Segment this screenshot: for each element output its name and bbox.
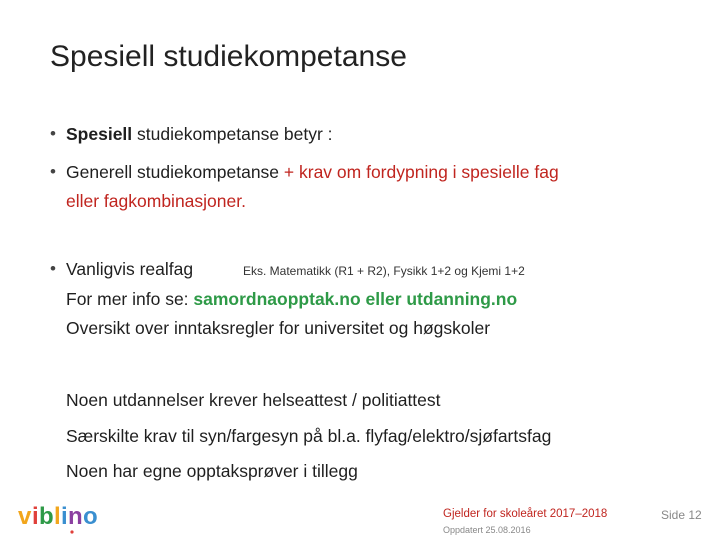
svg-text:l: l [54,503,61,530]
svg-text:b: b [39,503,54,530]
overview-line: Oversikt over inntaksregler for universitet og høgskoler [66,318,491,338]
svg-text:i: i [32,503,39,530]
special-line: Særskilte krav til syn/fargesyn på bl.a. flyfag/elektro/sjøfartsfag [66,426,552,446]
health-line: Noen utdannelser krever helseattest / politiattest [66,390,441,410]
svg-text:o: o [83,503,98,530]
more-info-line [66,289,517,310]
bullet-2-line-2: eller fagkombinasjoner. [66,191,246,211]
bullet-3-lead: Vanligvis realfag [66,259,194,279]
svg-text:i: i [61,503,68,530]
bullet-marker: • [50,259,56,278]
more-info-prefix: For mer info se: [66,289,194,309]
page-number: Side 12 [661,508,702,522]
bullet-1-rest: studiekompetanse betyr : [132,124,333,144]
footer-updated: Oppdatert 25.08.2016 [443,525,531,535]
bullet-2-line-1 [66,162,559,183]
vilbo-logo [18,496,104,536]
svg-text:n: n [68,503,83,530]
footer-school-year: Gjelder for skoleåret 2017–2018 [443,508,608,520]
tests-line: Noen har egne opptaksprøver i tillegg [66,461,358,481]
bullet-2-black: Generell studiekompetanse [66,162,284,182]
slide-title: Spesiell studiekompetanse [50,40,407,73]
bullet-marker: • [50,162,56,181]
bullet-1-text [66,124,333,145]
bullet-1-bold: Spesiell [66,124,133,144]
svg-text:v: v [18,503,32,530]
more-info-links[interactable]: samordnaopptak.no eller utdanning.no [193,289,518,309]
bullet-3-example: Eks. Matematikk (R1 + R2), Fysikk 1+2 og Kjemi 1+2 [243,264,525,278]
bullet-marker: • [50,124,56,143]
bullet-2-red: + krav om fordypning i spesielle fag [283,162,559,182]
